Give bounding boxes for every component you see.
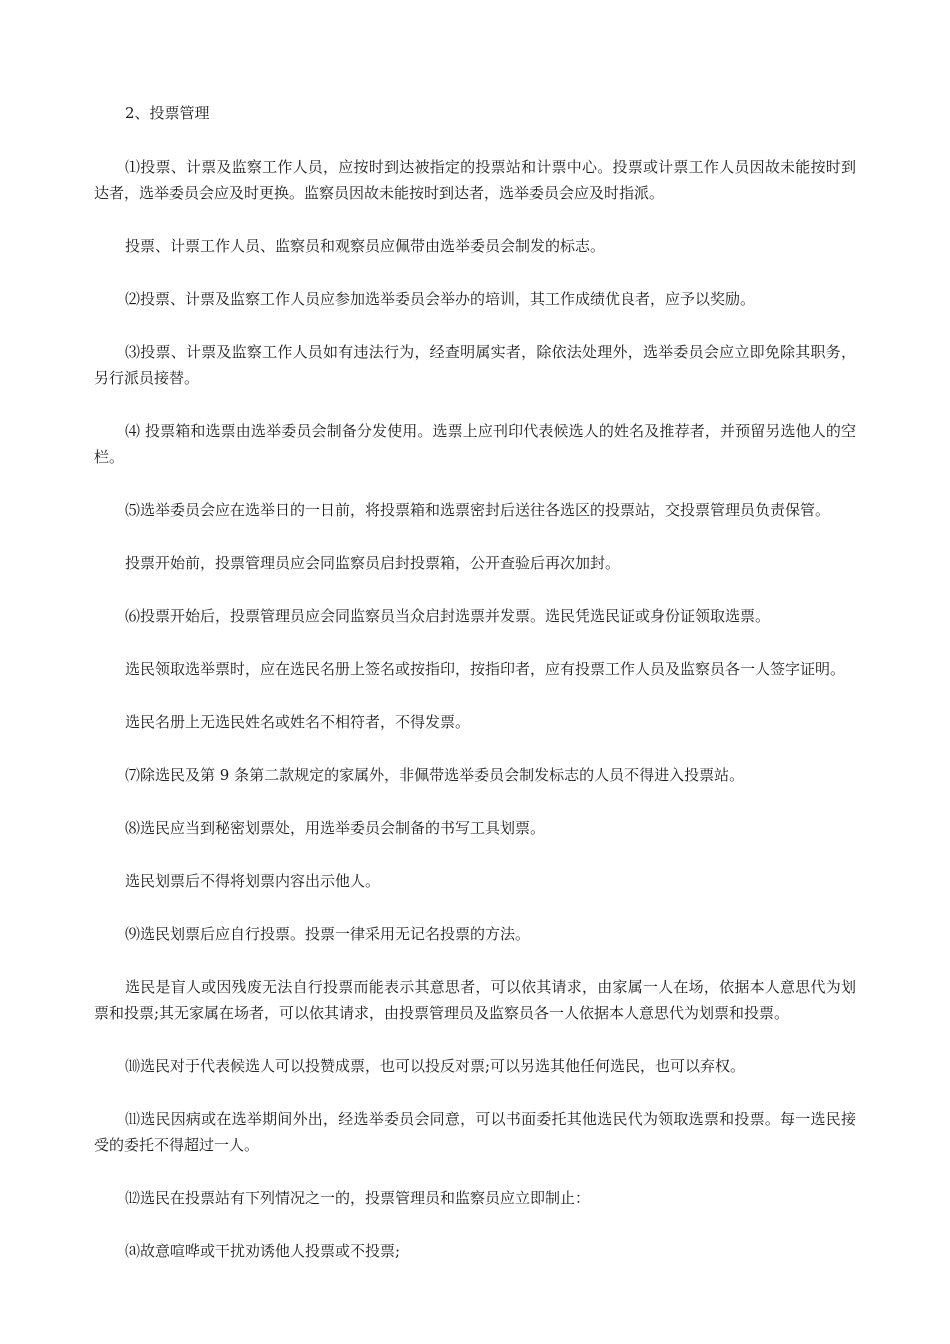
paragraph-5: ⑷ 投票箱和选票由选举委员会制备分发使用。选票上应刊印代表候选人的姓名及推荐者，并预留另选他人的空栏。 (94, 422, 856, 466)
document-body (94, 100, 856, 1291)
paragraph-8: ⑹投票开始后，投票管理员应会同监察员当众启封选票并发票。选民凭选民证或身份证领取选票。 (125, 607, 771, 625)
paragraph-3: ⑵投票、计票及监察工作人员应参加选举委员会举办的培训，其工作成绩优良者，应予以奖励。 (125, 290, 756, 308)
paragraph-13: 选民划票后不得将划票内容出示他人。 (125, 872, 381, 890)
paragraph-12: ⑻选民应当到秘密划票处，用选举委员会制备的书写工具划票。 (125, 819, 546, 837)
paragraph-2: 投票、计票工作人员、监察员和观察员应佩带由选举委员会制发的标志。 (125, 237, 606, 255)
paragraph-1: ⑴投票、计票及监察工作人员，应按时到达被指定的投票站和计票中心。投票或计票工作人员因故未能按时到达者，选举委员会应及时更换。监察员因故未能按时到达者，选举委员会应及时指派。 (94, 158, 856, 202)
paragraph-19: ⒜故意喧哗或干扰劝诱他人投票或不投票; (125, 1242, 401, 1260)
section-title: 2、投票管理 (125, 104, 210, 122)
paragraph-16: ⑽选民对于代表候选人可以投赞成票，也可以投反对票;可以另选其他任何选民，也可以弃权。 (125, 1057, 746, 1075)
paragraph-10: 选民名册上无选民姓名或姓名不相符者，不得发票。 (125, 713, 471, 731)
paragraph-7: 投票开始前，投票管理员应会同监察员启封投票箱，公开查验后再次加封。 (125, 554, 621, 572)
paragraph-4: ⑶投票、计票及监察工作人员如有违法行为，经查明属实者，除依法处理外，选举委员会应立即免除其职务，另行派员接替。 (94, 343, 856, 387)
paragraph-6: ⑸选举委员会应在选举日的一日前，将投票箱和选票密封后送往各选区的投票站，交投票管理员负责保管。 (125, 501, 831, 519)
paragraph-17: ⑾选民因病或在选举期间外出，经选举委员会同意，可以书面委托其他选民代为领取选票和投票。每一选民接受的委托不得超过一人。 (94, 1110, 856, 1154)
paragraph-18: ⑿选民在投票站有下列情况之一的，投票管理员和监察员应立即制止： (125, 1189, 591, 1207)
paragraph-11: ⑺除选民及第 9 条第二款规定的家属外，非佩带选举委员会制发标志的人员不得进入投票站。 (125, 766, 745, 784)
paragraph-15: 选民是盲人或因残废无法自行投票而能表示其意思者，可以依其请求，由家属一人在场，依据本人意思代为划票和投票;其无家属在场者，可以依其请求，由投票管理员及监察员各一人依据本人意思代为划票和投票。 (94, 978, 856, 1022)
paragraph-14: ⑼选民划票后应自行投票。投票一律采用无记名投票的方法。 (125, 925, 531, 943)
paragraph-9: 选民领取选举票时，应在选民名册上签名或按指印，按指印者，应有投票工作人员及监察员各一人签字证明。 (125, 660, 846, 678)
